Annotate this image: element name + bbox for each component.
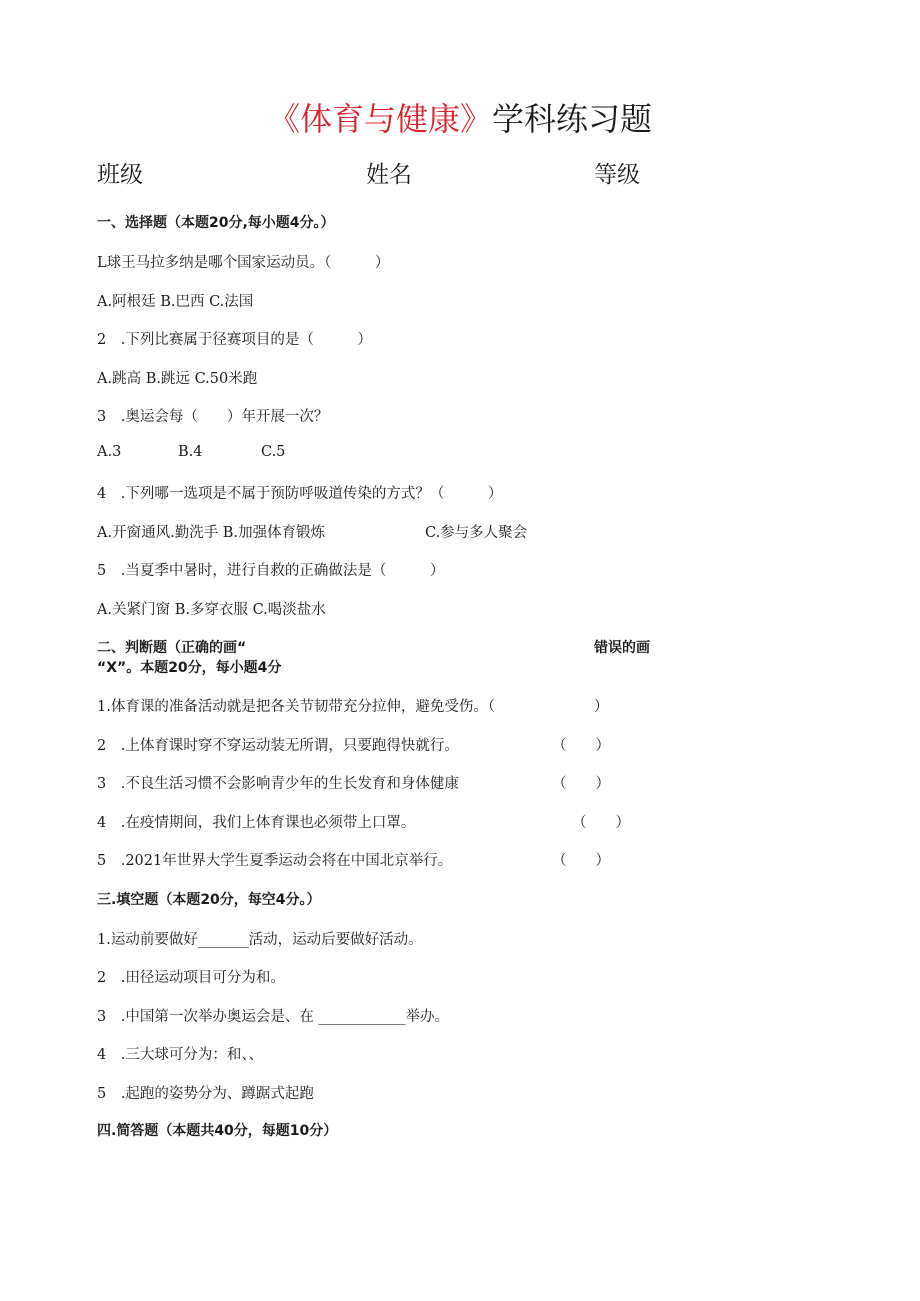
s2-question-5-answer: （ ） xyxy=(552,853,610,869)
s3-question-2: 2 .田径运动项目可分为和。 xyxy=(97,970,285,986)
title-subject: 《体育与健康》 xyxy=(267,100,492,138)
s2-question-4: 4 .在疫情期间，我们上体育课也必须带上口罩。 xyxy=(97,815,416,831)
title-suffix: 学科练习题 xyxy=(492,100,653,138)
name-label: 姓名 xyxy=(366,162,412,188)
s2-question-3-answer: （ ） xyxy=(552,776,610,792)
s1-question-2: 2 .下列比赛属于径赛项目的是（ ） xyxy=(97,332,372,348)
class-label: 班级 xyxy=(97,162,143,188)
s2-question-1-answer: ） xyxy=(594,699,609,715)
section-2-heading-wrong: 错误的画 xyxy=(594,640,650,656)
s1-question-4-option-c: C.参与多人聚会 xyxy=(425,525,528,541)
s1-question-1: L球王马拉多纳是哪个国家运动员。（ ） xyxy=(97,255,390,271)
s2-question-2-answer: （ ） xyxy=(552,738,610,754)
section-2-heading-line2: “X”。本题20分，每小题4分 xyxy=(97,660,282,676)
s1-question-3: 3 .奥运会每（ ）年开展一次？ xyxy=(97,409,329,425)
s2-question-5: 5 .2021年世界大学生夏季运动会将在中国北京举行。 xyxy=(97,853,453,869)
s1-question-3-option-c: C.5 xyxy=(261,444,286,460)
section-1-heading: 一、选择题（本题20分,每小题4分。） xyxy=(97,215,335,231)
s1-question-1-options: A.阿根廷 B.巴西 C.法国 xyxy=(97,294,254,310)
s1-question-5: 5 .当夏季中暑时，进行自救的正确做法是（ ） xyxy=(97,563,445,579)
page-title xyxy=(0,94,920,140)
section-4-heading: 四.简答题（本题共40分，每题10分） xyxy=(97,1123,338,1139)
s1-question-2-options: A.跳高 B.跳远 C.50米跑 xyxy=(97,371,258,387)
s1-question-4-options-ab: A.开窗通风.勤洗手 B.加强体育锻炼 xyxy=(97,525,326,541)
s2-question-2: 2 .上体育课时穿不穿运动装无所谓，只要跑得快就行。 xyxy=(97,738,459,754)
s3-question-3: 3 .中国第一次举办奥运会是、在 ____________举办。 xyxy=(97,1009,449,1025)
s1-question-5-options: A.关紧门窗 B.多穿衣服 C.喝淡盐水 xyxy=(97,602,326,618)
s3-question-1: 1.运动前要做好_______活动，运动后要做好活动。 xyxy=(97,932,423,948)
section-3-heading: 三.填空题（本题20分，每空4分。） xyxy=(97,892,321,908)
grade-label: 等级 xyxy=(594,162,640,188)
s2-question-3: 3 .不良生活习惯不会影响青少年的生长发育和身体健康 xyxy=(97,776,459,792)
s3-question-5: 5 .起跑的姿势分为、蹲踞式起跑 xyxy=(97,1086,314,1102)
s2-question-4-answer: （ ） xyxy=(572,815,630,831)
section-2-heading: 二、判断题（正确的画“ xyxy=(97,640,247,656)
s1-question-4: 4 .下列哪一选项是不属于预防呼吸道传染的方式？（ ） xyxy=(97,486,503,502)
s1-question-3-option-b: B.4 xyxy=(178,444,203,460)
s3-question-4: 4 .三大球可分为：和、、 xyxy=(97,1047,264,1063)
s2-question-1: 1.体育课的准备活动就是把各关节韧带充分拉伸，避免受伤。（ xyxy=(97,699,496,715)
s1-question-3-option-a: A.3 xyxy=(97,444,122,460)
